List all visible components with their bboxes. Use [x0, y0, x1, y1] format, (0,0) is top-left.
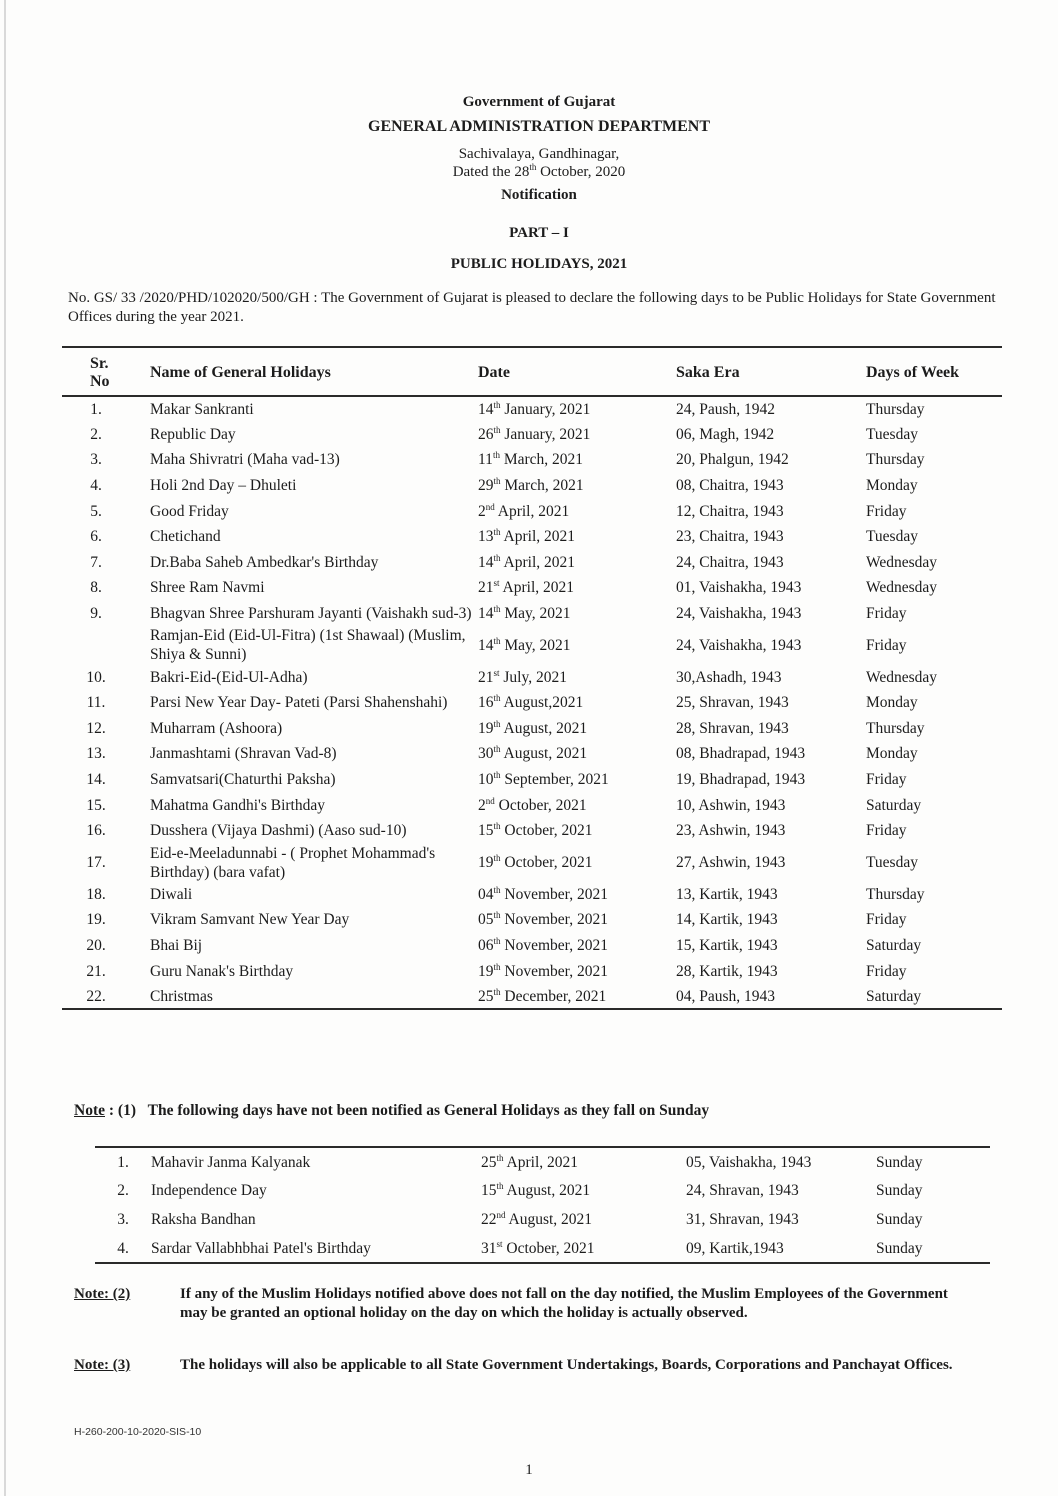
row-holiday-name: Holi 2nd Day – Dhuleti: [150, 477, 297, 495]
table-row: [62, 741, 1002, 767]
row-day-of-week: Sunday: [876, 1211, 923, 1228]
document-code: H-260-200-10-2020-SIS-10: [74, 1426, 202, 1438]
row-sr-no: 10.: [86, 668, 106, 686]
row-sr-no: 12.: [86, 719, 106, 737]
row-sr-no: 9.: [90, 605, 102, 623]
row-saka-era: 23, Ashwin, 1943: [676, 822, 786, 840]
table-row: [62, 664, 1002, 690]
row-saka-era: 15, Kartik, 1943: [676, 936, 778, 954]
row-sr-no: 8.: [90, 579, 102, 597]
row-day-of-week: Friday: [866, 771, 907, 789]
location-line: Sachivalaya, Gandhinagar,: [458, 146, 620, 162]
table-row: [62, 818, 1002, 844]
row-date: 05th November, 2021: [478, 910, 608, 929]
table-row: [62, 473, 1002, 499]
row-saka-era: 28, Shravan, 1943: [676, 719, 789, 737]
row-saka-era: 06, Magh, 1942: [676, 425, 775, 443]
row-date: 14th January, 2021: [478, 399, 591, 418]
row-day-of-week: Friday: [866, 911, 907, 929]
row-day-of-week: Sunday: [876, 1234, 990, 1263]
row-holiday-name: Makar Sankranti: [150, 400, 254, 418]
table-row: [62, 626, 1002, 664]
row-day-of-week: Friday: [866, 605, 907, 623]
row-day-of-week: Saturday: [866, 984, 1002, 1010]
header-day-of-week: Days of Week: [866, 347, 1002, 396]
row-sr-no: 7.: [90, 553, 102, 571]
row-date: 21st April, 2021: [478, 578, 575, 597]
row-saka-era: 24, Vaishakha, 1943: [676, 636, 802, 654]
row-date: 15th October, 2021: [478, 821, 593, 840]
row-day-of-week: Wednesday: [866, 668, 938, 686]
row-sr-no: 2.: [90, 425, 102, 443]
row-day-of-week: Monday: [866, 745, 918, 763]
row-holiday-name: Mahatma Gandhi's Birthday: [150, 796, 325, 814]
row-holiday-name: Christmas: [150, 984, 478, 1010]
row-saka-era: 10, Ashwin, 1943: [676, 796, 786, 814]
row-day-of-week: Monday: [866, 477, 918, 495]
table-row: [95, 1147, 990, 1176]
row-sr-no: 1.: [95, 1147, 151, 1176]
row-date: 19th August, 2021: [478, 718, 588, 737]
row-saka-era: 24, Vaishakha, 1943: [676, 605, 802, 623]
table-row: [95, 1176, 990, 1205]
row-date: 25th December, 2021: [478, 984, 676, 1010]
row-sr-no: 3.: [90, 451, 102, 469]
row-day-of-week: Wednesday: [866, 553, 938, 571]
row-sr-no: 13.: [86, 745, 106, 763]
row-holiday-name: Raksha Bandhan: [151, 1211, 256, 1228]
row-holiday-name: Bhagvan Shree Parshuram Jayanti (Vaishakh sud-3): [150, 605, 472, 623]
header-sr-no: Sr. No: [62, 347, 150, 396]
row-date: 25th April, 2021: [481, 1147, 686, 1176]
table-row: [62, 716, 1002, 742]
row-sr-no: 4.: [95, 1234, 151, 1263]
row-day-of-week: Saturday: [866, 796, 922, 814]
intro-paragraph: No. GS/ 33 /2020/PHD/102020/500/GH : The Government of Gujarat is pleased to declare the following days to be Public Holidays for State Government Offices during the year 2021.: [68, 290, 996, 325]
row-day-of-week: Wednesday: [866, 579, 938, 597]
note-3-text: The holidays will also be applicable to all State Government Undertakings, Boards, Corporations and Panchayat Offices.: [180, 1357, 953, 1373]
row-day-of-week: Sunday: [876, 1182, 923, 1199]
row-saka-era: 30,Ashadh, 1943: [676, 668, 782, 686]
table-row: [62, 767, 1002, 793]
table-row: [62, 907, 1002, 933]
row-date: 2nd October, 2021: [478, 795, 587, 814]
row-holiday-name: Shree Ram Navmi: [150, 579, 265, 597]
row-holiday-name: Samvatsari(Chaturthi Paksha): [150, 771, 336, 789]
row-date: 22nd August, 2021: [481, 1209, 593, 1228]
table-header-row: [62, 347, 1002, 396]
row-saka-era: 04, Paush, 1943: [676, 984, 866, 1010]
row-day-of-week: Saturday: [866, 936, 922, 954]
row-sr-no: 22.: [62, 984, 150, 1010]
row-day-of-week: Monday: [866, 694, 918, 712]
row-saka-era: 19, Bhadrapad, 1943: [676, 771, 806, 789]
row-holiday-name: Dr.Baba Saheb Ambedkar's Birthday: [150, 553, 379, 571]
row-saka-era: 12, Chaitra, 1943: [676, 502, 784, 520]
row-holiday-name: Ramjan-Eid (Eid-Ul-Fitra) (1st Shawaal) (Muslim, Shiya & Sunni): [150, 627, 466, 664]
government-title: Government of Gujarat: [462, 94, 616, 110]
row-holiday-name: Good Friday: [150, 502, 229, 520]
row-sr-no: 20.: [86, 936, 106, 954]
row-date: 11th March, 2021: [478, 450, 584, 469]
row-sr-no: 14.: [86, 771, 106, 789]
row-sr-no: 19.: [86, 911, 106, 929]
row-sr-no: 15.: [86, 796, 106, 814]
table-row: [62, 690, 1002, 716]
note-2-text: If any of the Muslim Holidays notified above does not fall on the day notified, the Muslim Employees of the Government may be granted an optional holiday on the day on which the holiday is actually observed.: [180, 1286, 948, 1321]
department-title: GENERAL ADMINISTRATION DEPARTMENT: [368, 118, 710, 135]
row-holiday-name: Eid-e-Meeladunnabi - ( Prophet Mohammad's Birthday) (bara vafat): [150, 844, 436, 881]
note-3-label: Note: (3): [74, 1357, 131, 1373]
note-1-text: The following days have not been notified as General Holidays as they fall on Sunday: [147, 1102, 710, 1119]
row-date: 14th May, 2021: [478, 635, 571, 654]
row-day-of-week: Thursday: [866, 400, 925, 418]
header-saka-era: Saka Era: [676, 347, 866, 396]
row-date: 31st October, 2021: [481, 1234, 686, 1263]
row-holiday-name: Republic Day: [150, 425, 236, 443]
note-2: [74, 1285, 974, 1345]
row-holiday-name: Chetichand: [150, 528, 221, 546]
note-1: Note : (1) The following days have not been notified as General Holidays as they fall on Sunday: [74, 1102, 710, 1119]
header-date: Date: [478, 347, 676, 396]
table-row: [62, 984, 1002, 1010]
table-row: [62, 844, 1002, 882]
row-saka-era: 28, Kartik, 1943: [676, 962, 778, 980]
row-sr-no: 6.: [90, 528, 102, 546]
row-saka-era: 24, Shravan, 1943: [686, 1182, 799, 1199]
row-sr-no: 3.: [117, 1211, 129, 1228]
row-sr-no: [62, 626, 150, 664]
row-date: 10th September, 2021: [478, 769, 609, 789]
row-holiday-name: Sardar Vallabhbhai Patel's Birthday: [151, 1234, 481, 1263]
sunday-holidays-table: [95, 1146, 990, 1264]
row-saka-era: 08, Bhadrapad, 1943: [676, 745, 806, 763]
row-date: 19th November, 2021: [478, 961, 608, 980]
row-date: 15th August, 2021: [481, 1180, 591, 1199]
row-holiday-name: Dusshera (Vijaya Dashmi) (Aaso sud-10): [150, 822, 407, 840]
row-saka-era: 24, Chaitra, 1943: [676, 553, 784, 571]
row-day-of-week: Sunday: [876, 1147, 990, 1176]
table-row: [62, 396, 1002, 422]
row-saka-era: 01, Vaishakha, 1943: [676, 579, 802, 597]
table-row: [95, 1205, 990, 1234]
row-date: 19th October, 2021: [478, 852, 593, 871]
row-saka-era: 14, Kartik, 1943: [676, 911, 778, 929]
row-date: 29th March, 2021: [478, 475, 584, 495]
row-sr-no: 2.: [117, 1182, 129, 1199]
row-day-of-week: Friday: [866, 962, 907, 980]
row-sr-no: 16.: [86, 822, 106, 840]
row-holiday-name: Parsi New Year Day- Pateti (Parsi Shahenshahi): [150, 694, 448, 712]
row-holiday-name: Bakri-Eid-(Eid-Ul-Adha): [150, 668, 308, 686]
row-holiday-name: Diwali: [150, 885, 193, 903]
row-saka-era: 20, Phalgun, 1942: [676, 451, 789, 469]
row-sr-no: 21.: [86, 962, 106, 980]
row-saka-era: 05, Vaishakha, 1943: [686, 1147, 876, 1176]
row-sr-no: 1.: [90, 400, 102, 418]
row-day-of-week: Tuesday: [866, 528, 918, 546]
row-day-of-week: Friday: [866, 822, 907, 840]
row-sr-no: 17.: [86, 854, 106, 871]
row-date: 14th April, 2021: [478, 552, 576, 571]
table-row: [62, 447, 1002, 473]
table-row: [62, 498, 1002, 524]
dated-line: Dated the 28th October, 2020: [452, 162, 626, 180]
row-date: 04th November, 2021: [478, 884, 608, 903]
subject-heading: PUBLIC HOLIDAYS, 2021: [450, 256, 628, 272]
row-day-of-week: Friday: [866, 636, 907, 654]
row-holiday-name: Vikram Samvant New Year Day: [150, 911, 350, 929]
doc-type: Notification: [501, 187, 577, 203]
row-day-of-week: Thursday: [866, 885, 925, 903]
row-holiday-name: Janmashtami (Shravan Vad-8): [150, 745, 337, 763]
row-date: 21st July, 2021: [478, 667, 567, 686]
table-row: [62, 550, 1002, 576]
row-holiday-name: Bhai Bij: [150, 936, 203, 954]
note-3: [74, 1356, 974, 1396]
table-row: [62, 575, 1002, 601]
header-holiday-name: Name of General Holidays: [150, 347, 478, 396]
row-saka-era: 13, Kartik, 1943: [676, 885, 778, 903]
row-date: 2nd April, 2021: [478, 501, 570, 520]
row-day-of-week: Tuesday: [866, 854, 918, 871]
row-saka-era: 27, Ashwin, 1943: [676, 854, 786, 871]
row-holiday-name: Maha Shivratri (Maha vad-13): [150, 451, 340, 469]
row-holiday-name: Independence Day: [151, 1182, 267, 1199]
row-saka-era: 24, Paush, 1942: [676, 400, 776, 418]
row-date: 16th August,2021: [478, 693, 584, 712]
row-date: 14th May, 2021: [478, 603, 571, 623]
holidays-table: [62, 346, 1002, 1010]
table-row: [62, 958, 1002, 984]
row-date: 26th January, 2021: [478, 424, 591, 443]
row-day-of-week: Thursday: [866, 719, 925, 737]
table-row: [62, 933, 1002, 959]
row-day-of-week: Tuesday: [866, 425, 918, 443]
row-saka-era: 31, Shravan, 1943: [686, 1211, 799, 1228]
row-day-of-week: Friday: [866, 502, 907, 520]
table-row: [62, 601, 1002, 627]
row-day-of-week: Thursday: [866, 451, 925, 469]
part-heading: PART – I: [509, 225, 569, 241]
row-saka-era: 08, Chaitra, 1943: [676, 477, 784, 495]
row-date: 06th November, 2021: [478, 935, 608, 954]
note-2-label: Note: (2): [74, 1286, 131, 1302]
row-date: 30th August, 2021: [478, 744, 588, 763]
page-number: 1: [525, 1462, 533, 1478]
row-holiday-name: Guru Nanak's Birthday: [150, 962, 294, 980]
row-sr-no: 11.: [86, 694, 106, 712]
row-saka-era: 23, Chaitra, 1943: [676, 528, 784, 546]
row-saka-era: 09, Kartik,1943: [686, 1234, 876, 1263]
note-1-label: Note: [74, 1102, 105, 1119]
row-sr-no: 5.: [90, 502, 102, 520]
table-row: [62, 422, 1002, 448]
table-row: [62, 792, 1002, 818]
row-saka-era: 25, Shravan, 1943: [676, 694, 789, 712]
table-row: [62, 524, 1002, 550]
table-row: [62, 882, 1002, 908]
row-holiday-name: Muharram (Ashoora): [150, 719, 283, 737]
row-holiday-name: Mahavir Janma Kalyanak: [151, 1147, 481, 1176]
row-sr-no: 4.: [90, 477, 102, 495]
table-row: [95, 1234, 990, 1263]
row-sr-no: 18.: [86, 885, 106, 903]
row-date: 13th April, 2021: [478, 527, 576, 546]
